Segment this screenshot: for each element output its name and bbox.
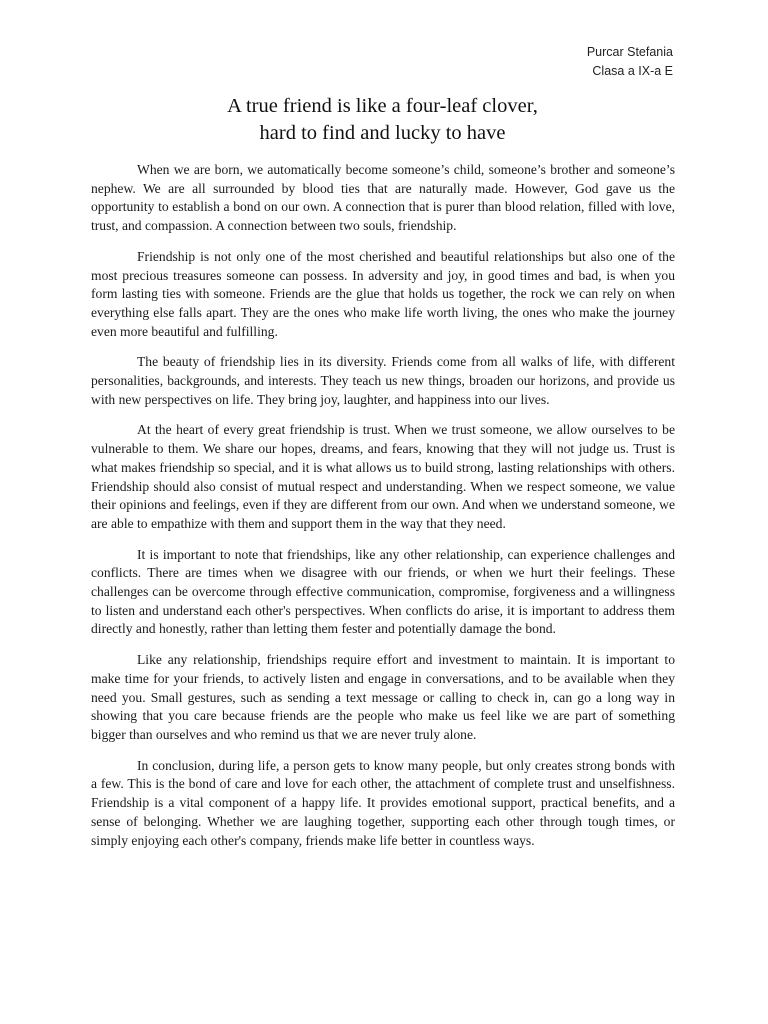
author-name: Purcar Stefania: [586, 45, 673, 59]
paragraph: In conclusion, during life, a person gets to know many people, but only creates strong bonds with a few. This is the bond of care and love for each other, the attachment of complete trust and unselfishness. Friendship is a vital component of a happy life. It provides emotional support, practical benefits, and a sense of belonging. Whether we are laughing together, supporting each other through tough times, or simply enjoying each other's company, friends make life better in countless ways.: [91, 757, 675, 848]
essay-body: [91, 161, 675, 862]
essay-title: [90, 93, 675, 147]
document-header: [587, 43, 673, 81]
paragraph: Like any relationship, friendships require effort and investment to maintain. It is important to make time for your friends, to actively listen and engage in conversations, and to be available when they need you. Small gestures, such as sending a text message or calling to check in, can go a long way in showing that you care because friends are the people who make us feel like we are part of something bigger than ourselves and who remind us that we are never truly alone.: [91, 652, 675, 742]
paragraph: Friendship is not only one of the most cherished and beautiful relationships but also one of the most precious treasures someone can possess. In adversity and joy, in good times and bad, is when you form lasting ties with someone. Friends are the glue that holds us together, the rock we can rely on when everything else falls apart. They are the ones who make life worth living, the ones who make the journey even more beautiful and fulfilling.: [91, 248, 675, 339]
paragraph: When we are born, we automatically become someone’s child, someone’s brother and someone’s nephew. We are all surrounded by blood ties that are naturally made. However, God gave us the opportunity to establish a bond on our own. A connection that is purer than blood relation, filled with love, trust, and compassion. A connection between two souls, friendship.: [91, 162, 675, 234]
title-line-2: hard to find and lucky to have: [259, 122, 506, 144]
paragraph: At the heart of every great friendship is trust. When we trust someone, we allow ourselves to be vulnerable to them. We share our hopes, dreams, and fears, knowing that they will not judge us. Trust is what makes friendship so special, and it is what allows us to build strong, lasting relationships with others. Friendship should also consist of mutual respect and understanding. When we respect someone, we value their opinions and feelings, even if they are different from our own. And when we understand someone, we are able to empathize with them and support them in the way that they need.: [91, 422, 675, 531]
paragraph: The beauty of friendship lies in its diversity. Friends come from all walks of life, with different personalities, backgrounds, and interests. They teach us new things, broaden our horizons, and provide us with new perspectives on life. They bring joy, laughter, and happiness into our lives.: [91, 354, 675, 407]
paragraph: It is important to note that friendships, like any other relationship, can experience challenges and conflicts. There are times when we disagree with our friends, or when we hurt their feelings. These challenges can be overcome through effective communication, compromise, forgiveness and a willingness to listen and understand each other's perspectives. When conflicts do arise, it is important to address them directly and honestly, rather than letting them fester and potentially damage the bond.: [91, 546, 675, 637]
title-line-1: A true friend is like a four-leaf clover,: [227, 95, 538, 117]
class-name: Clasa a IX-a E: [592, 64, 673, 78]
